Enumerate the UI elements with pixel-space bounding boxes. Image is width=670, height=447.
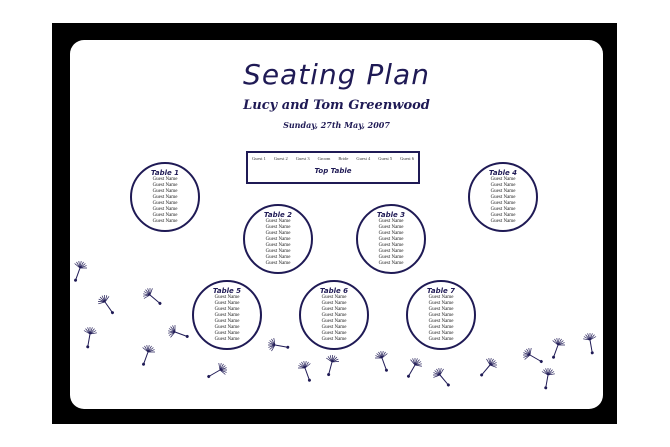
guest-name: Guest Name	[490, 177, 516, 182]
top-guest: Guest 6	[400, 156, 414, 161]
dandelion-seed	[373, 349, 393, 374]
guest-name: Guest Name	[321, 301, 347, 306]
seating-card	[70, 40, 603, 409]
table-name: Table 3	[376, 211, 406, 219]
guest-name: Guest Name	[152, 183, 178, 188]
guest-name: Guest Name	[428, 295, 454, 300]
dandelion-seed	[539, 367, 556, 390]
guest-name: Guest Name	[378, 243, 404, 248]
guest-name: Guest Name	[428, 319, 454, 324]
dandelion-seed	[70, 259, 89, 284]
dandelion-seed	[204, 361, 229, 383]
top-table-label: Top Table	[314, 167, 352, 175]
guest-name: Guest Name	[378, 225, 404, 230]
guest-name: Guest Name	[265, 219, 291, 224]
guest-name: Guest Name	[378, 255, 404, 260]
dandelion-seed	[547, 336, 567, 361]
guest-name: Guest Name	[321, 337, 347, 342]
guest-name: Guest Name	[152, 213, 178, 218]
dandelion-seed	[322, 354, 340, 378]
guest-name: Guest Name	[321, 313, 347, 318]
guest-name: Guest Name	[428, 313, 454, 318]
dandelion-seed	[582, 332, 599, 355]
guest-name: Guest Name	[152, 207, 178, 212]
guest-name: Guest Name	[265, 255, 291, 260]
dandelion-seed	[81, 326, 98, 349]
guest-name: Guest Name	[214, 307, 240, 312]
guest-name: Guest Name	[214, 295, 240, 300]
guest-name: Guest Name	[152, 189, 178, 194]
guest-name: Guest Name	[428, 301, 454, 306]
table-name: Table 5	[212, 287, 242, 295]
guest-name: Guest Name	[490, 195, 516, 200]
guest-name: Guest Name	[214, 331, 240, 336]
guest-name: Guest Name	[490, 183, 516, 188]
couple-names: Lucy and Tom Greenwood	[243, 98, 430, 113]
top-guest: Groom	[317, 156, 331, 161]
dandelion-seed	[431, 365, 455, 390]
guest-name: Guest Name	[265, 249, 291, 254]
guest-name: Guest Name	[378, 249, 404, 254]
top-guest: Guest 2	[273, 156, 288, 161]
guest-name: Guest Name	[214, 319, 240, 324]
dandelion-seed	[267, 337, 290, 354]
guest-name: Guest Name	[214, 325, 240, 330]
guest-name: Guest Name	[378, 237, 404, 242]
guest-name: Guest Name	[265, 231, 291, 236]
table-name: Table 4	[488, 169, 518, 177]
guest-name: Guest Name	[321, 325, 347, 330]
dandelion-seed	[140, 286, 165, 310]
guest-name: Guest Name	[378, 219, 404, 224]
top-guest: Guest 3	[295, 156, 310, 161]
guest-name: Guest Name	[265, 243, 291, 248]
guest-name: Guest Name	[214, 337, 240, 342]
guest-name: Guest Name	[490, 207, 516, 212]
guest-name: Guest Name	[265, 261, 291, 266]
table-name: Table 6	[319, 287, 349, 295]
guest-name: Guest Name	[214, 301, 240, 306]
top-guest: Guest 5	[378, 156, 393, 161]
page-title: Seating Plan	[243, 58, 430, 91]
guest-name: Guest Name	[378, 231, 404, 236]
dandelion-seed	[521, 346, 546, 368]
guest-name: Guest Name	[152, 177, 178, 182]
guest-name: Guest Name	[152, 195, 178, 200]
guest-name: Guest Name	[265, 225, 291, 230]
guest-name: Guest Name	[152, 219, 178, 224]
guest-name: Guest Name	[428, 331, 454, 336]
dandelion-seed	[402, 356, 424, 381]
guest-name: Guest Name	[428, 325, 454, 330]
guest-name: Guest Name	[428, 307, 454, 312]
dandelion-seed	[476, 355, 500, 380]
guest-name: Guest Name	[428, 337, 454, 342]
dandelion-decoration	[70, 40, 603, 409]
guest-name: Guest Name	[321, 307, 347, 312]
guest-name: Guest Name	[265, 237, 291, 242]
guest-name: Guest Name	[321, 295, 347, 300]
dandelion-seed	[137, 343, 157, 368]
table-name: Table 7	[426, 287, 456, 295]
top-guest: Bride	[338, 156, 349, 161]
guest-name: Guest Name	[214, 313, 240, 318]
guest-name: Guest Name	[490, 201, 516, 206]
guest-name: Guest Name	[490, 213, 516, 218]
guest-name: Guest Name	[321, 331, 347, 336]
dandelion-seed	[296, 359, 316, 384]
guest-name: Guest Name	[321, 319, 347, 324]
table-name: Table 2	[263, 211, 293, 219]
guest-name: Guest Name	[490, 219, 516, 224]
dandelion-seed	[96, 293, 119, 318]
top-guest: Guest 4	[356, 156, 371, 161]
guest-name: Guest Name	[490, 189, 516, 194]
dandelion-seed	[166, 323, 191, 343]
top-guest: Guest 1	[252, 156, 266, 161]
table-name: Table 1	[150, 169, 180, 177]
guest-name: Guest Name	[152, 201, 178, 206]
guest-name: Guest Name	[378, 261, 404, 266]
event-date: Sunday, 27th May, 2007	[283, 120, 390, 130]
